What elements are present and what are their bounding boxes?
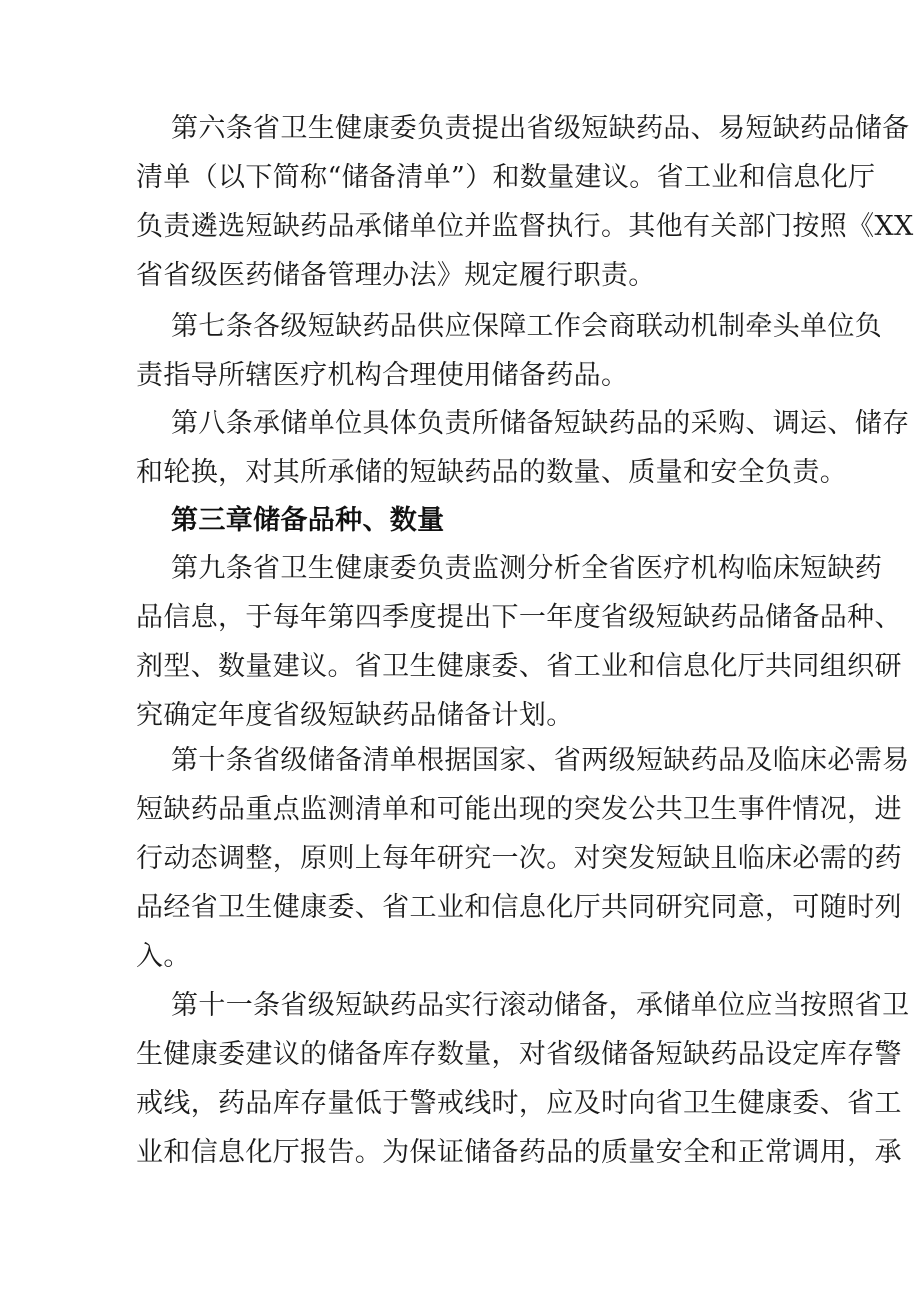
article-11-line-2: 生健康委建议的储备库存数量，对省级储备短缺药品设定库存警 [136, 1039, 902, 1070]
chapter-3-heading: 第三章储备品种、数量 [171, 505, 445, 536]
article-7-line-2: 责指导所辖医疗机构合理使用储备药品。 [136, 360, 629, 391]
article-7-line-1: 第七条各级短缺药品供应保障工作会商联动机制牵头单位负 [171, 311, 883, 342]
article-6-line-4: 省省级医药储备管理办法》规定履行职责。 [136, 260, 656, 291]
article-10-line-4: 品经省卫生健康委、省工业和信息化厅共同研究同意，可随时列 [136, 892, 902, 923]
article-11-line-4: 业和信息化厅报告。为保证储备药品的质量安全和正常调用，承 [136, 1137, 902, 1168]
article-9-line-1: 第九条省卫生健康委负责监测分析全省医疗机构临床短缺药 [171, 553, 883, 584]
article-6-line-3: 负责遴选短缺药品承储单位并监督执行。其他有关部门按照《XX [136, 211, 914, 242]
article-6-line-2: 清单（以下简称“储备清单”）和数量建议。省工业和信息化厅 [136, 162, 876, 193]
article-9-line-3: 剂型、数量建议。省卫生健康委、省工业和信息化厅共同组织研 [136, 651, 902, 682]
article-10-line-3: 行动态调整，原则上每年研究一次。对突发短缺且临床必需的药 [136, 843, 902, 874]
article-9-line-2: 品信息，于每年第四季度提出下一年度省级短缺药品储备品种、 [136, 602, 902, 633]
article-8-line-1: 第八条承储单位具体负责所储备短缺药品的采购、调运、储存 [171, 408, 910, 439]
article-8-line-2: 和轮换，对其所承储的短缺药品的数量、质量和安全负责。 [136, 457, 848, 488]
article-10-line-1: 第十条省级储备清单根据国家、省两级短缺药品及临床必需易 [171, 745, 910, 776]
article-10-line-5: 入。 [136, 941, 191, 972]
article-6-line-1: 第六条省卫生健康委负责提出省级短缺药品、易短缺药品储备 [171, 113, 910, 144]
article-11-line-1: 第十一条省级短缺药品实行滚动储备，承储单位应当按照省卫 [171, 990, 910, 1021]
article-10-line-2: 短缺药品重点监测清单和可能出现的突发公共卫生事件情况，进 [136, 794, 902, 825]
article-9-line-4: 究确定年度省级短缺药品储备计划。 [136, 700, 574, 731]
article-11-line-3: 戒线，药品库存量低于警戒线时，应及时向省卫生健康委、省工 [136, 1088, 902, 1119]
